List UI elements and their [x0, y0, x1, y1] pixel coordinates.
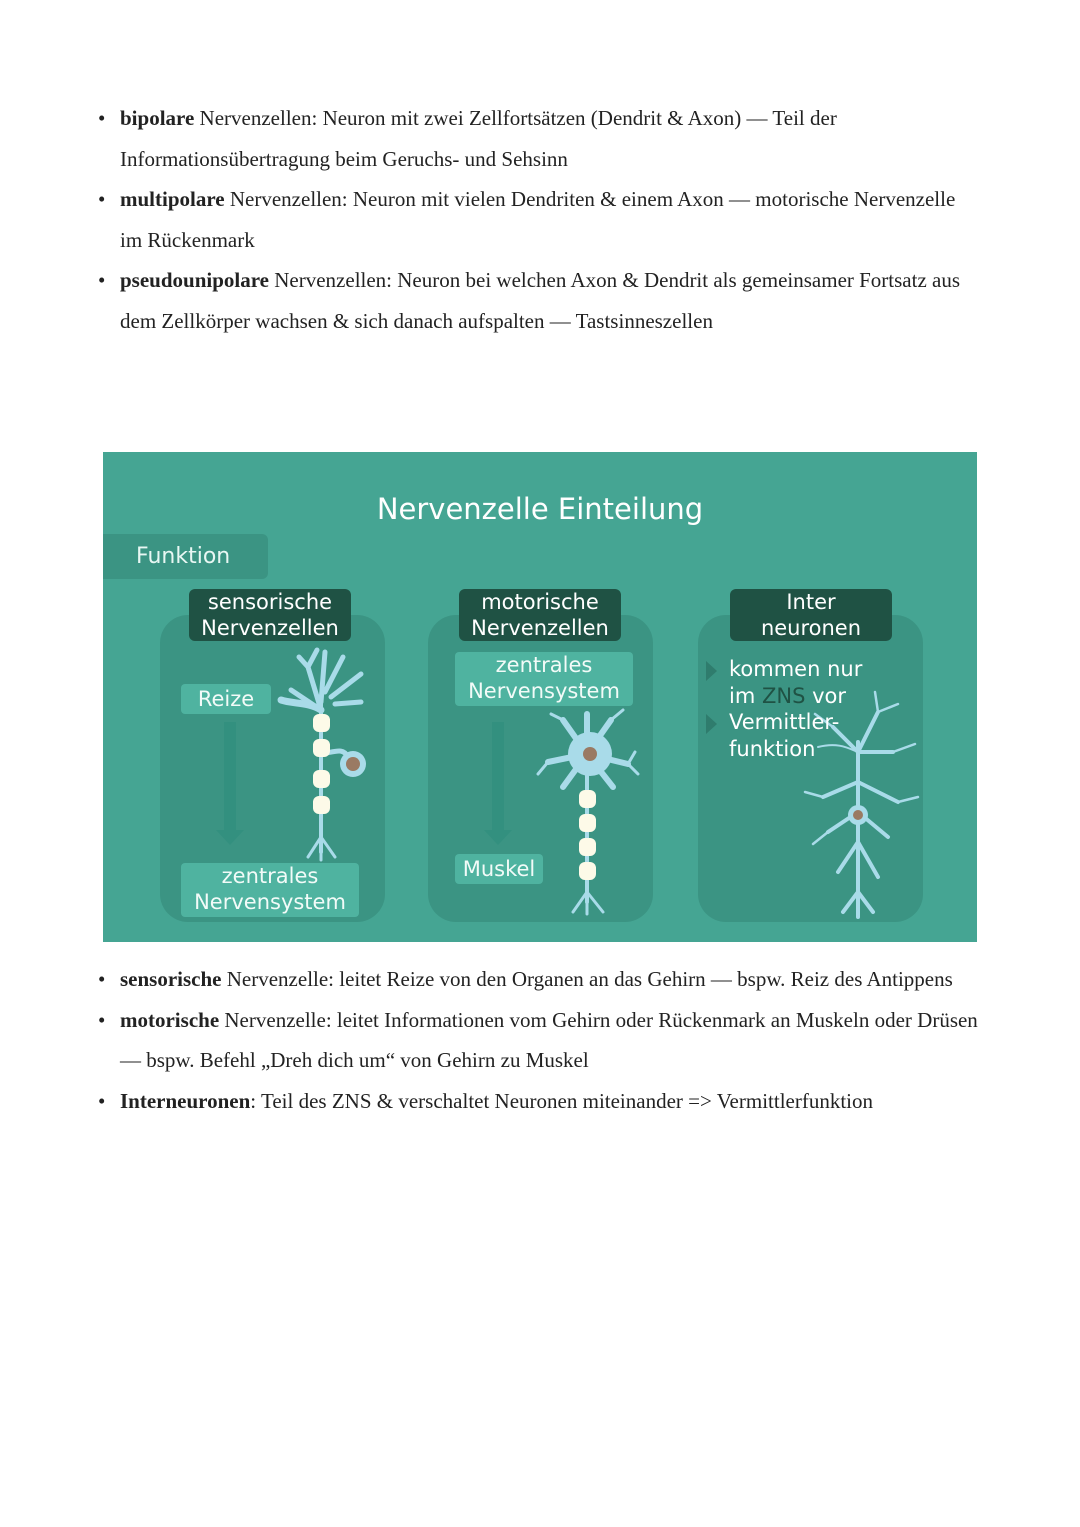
funktion-tab: Funktion — [103, 534, 268, 579]
interneuron-nucleus — [853, 810, 863, 820]
motor-header: motorische Nervenzellen — [459, 589, 621, 641]
motor-arrow — [484, 722, 512, 845]
muskel-label: Muskel — [455, 854, 543, 884]
list-item: • sensorische Nervenzelle: leitet Reize von den Organen an das Gehirn — bspw. Reiz des Antippens — [98, 959, 978, 1000]
motor-source-label: zentrales Nervensystem — [455, 652, 633, 706]
sensory-arrow — [216, 722, 244, 845]
reize-label: Reize — [181, 684, 271, 714]
sensory-target-label: zentrales Nervensystem — [181, 863, 359, 917]
sensory-nucleus — [346, 757, 360, 771]
chevron-right-icon — [706, 714, 717, 734]
list-item: • motorische Nervenzelle: leitet Informationen vom Gehirn oder Rückenmark an Muskeln oder Drüsen — bspw. Befehl „Dreh dich um“ von Gehirn zu Muskel — [98, 1000, 978, 1081]
motor-nucleus — [583, 747, 597, 761]
list-item: • multipolare Nervenzellen: Neuron mit vielen Dendriten & einem Axon — motorische Nervenzelle im Rückenmark — [98, 179, 978, 260]
nervenzelle-einteilung-figure — [103, 452, 977, 942]
neuron-types-list — [98, 98, 978, 341]
function-types-list — [98, 959, 978, 1121]
inter-description: kommen nur im ZNS vor Vermittler- funktion — [729, 657, 863, 761]
inter-header: Inter neuronen — [730, 589, 892, 641]
list-item: • pseudounipolare Nervenzellen: Neuron bei welchen Axon & Dendrit als gemeinsamer Fortsatz aus dem Zellkörper wachsen & sich danach aufspalten — Tastsinneszellen — [98, 260, 978, 341]
chevron-right-icon — [706, 661, 717, 681]
sensory-header: sensorische Nervenzellen — [189, 589, 351, 641]
figure-title: Nervenzelle Einteilung — [376, 492, 704, 526]
list-item: • bipolare Nervenzellen: Neuron mit zwei Zellfortsätzen (Dendrit & Axon) — Teil der Informationsübertragung beim Geruchs- und Sehsinn — [98, 98, 978, 179]
list-item: • Interneuronen: Teil des ZNS & verschaltet Neuronen miteinander => Vermittlerfunktion — [98, 1081, 978, 1122]
